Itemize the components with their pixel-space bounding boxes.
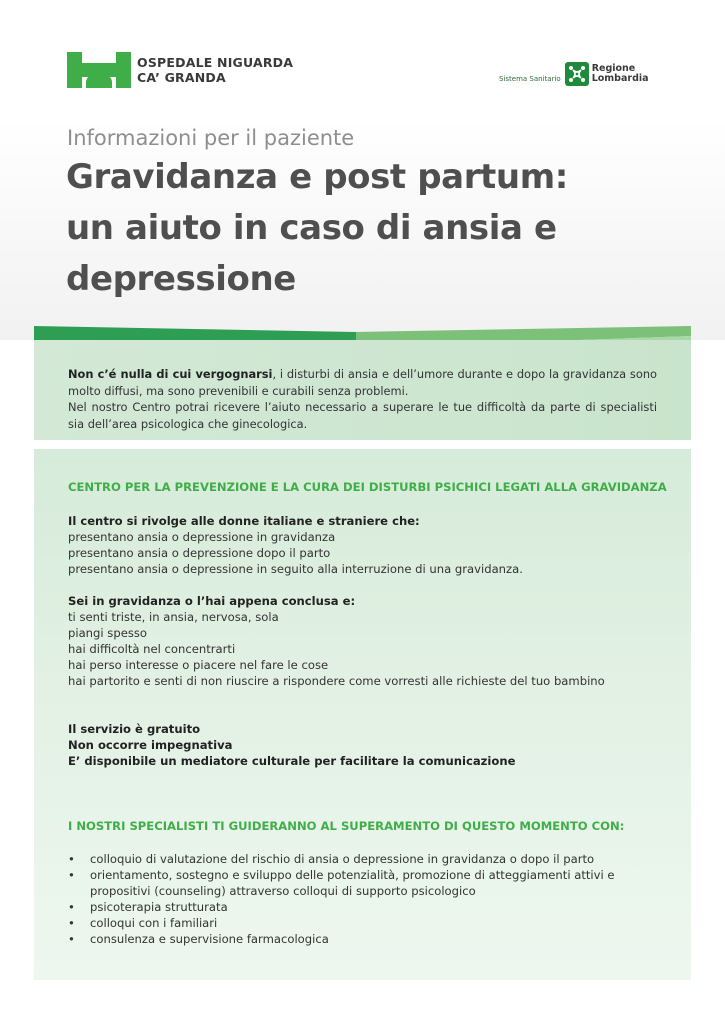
hospital-name-line2: CA’ GRANDA xyxy=(137,70,226,85)
symptom-item: hai difficoltà nel concentrarti xyxy=(68,642,236,656)
title-line-3: depressione xyxy=(66,259,296,299)
intro-text-2: Nel nostro Centro potrai ricevere l’aiuto necessario a superare le tue difficoltà da parte di specialisti sia dell’area psicologica che ginecologica. xyxy=(68,400,657,431)
list-item: • psicoterapia strutturata xyxy=(68,900,228,914)
region-name-line1: Regione xyxy=(591,63,636,74)
service-note: Il servizio è gratuito xyxy=(68,722,201,736)
bullet-icon: • xyxy=(68,916,75,930)
title-line-1: Gravidanza e post partum: xyxy=(66,157,568,197)
symptom-item: hai perso interesse o piacere nel fare le cose xyxy=(68,658,329,672)
service-note: Non occorre impegnativa xyxy=(68,738,233,752)
list-item: • consulenza e supervisione farmacologica xyxy=(68,932,329,946)
region-logo xyxy=(499,62,649,86)
service-note: E’ disponibile un mediatore culturale per facilitare la comunicazione xyxy=(68,754,516,768)
main-content-box xyxy=(34,449,691,980)
symptom-item: piangi spesso xyxy=(68,626,148,640)
bullet-icon: • xyxy=(68,900,75,914)
bullet-icon: • xyxy=(68,932,75,946)
symptom-item: ti senti triste, in ansia, nervosa, sola xyxy=(68,610,279,624)
specialists-list xyxy=(68,851,668,947)
rosa-camuna-icon xyxy=(565,62,589,86)
target-item: presentano ansia o depressione in gravidanza xyxy=(68,530,336,544)
symptom-item: hai partorito e senti di non riuscire a rispondere come vorresti alle richieste del tuo bambino xyxy=(68,674,605,688)
list-item: • orientamento, sostegno e sviluppo delle potenzialità, promozione di atteggiamenti attivi e propositivi (counseling) attraverso colloqui di supporto psicologico xyxy=(68,868,615,898)
intro-box xyxy=(34,340,691,440)
symptoms-lead: Sei in gravidanza o l’hai appena conclusa e: xyxy=(68,594,356,608)
niguarda-logo-icon xyxy=(67,52,131,88)
hospital-name-line1: OSPEDALE NIGUARDA xyxy=(137,55,294,70)
target-item: presentano ansia o depressione dopo il parto xyxy=(68,546,331,560)
title-line-2: un aiuto in caso di ansia e xyxy=(66,208,557,248)
page-kicker: Informazioni per il paziente xyxy=(67,126,355,150)
target-group-lead: Il centro si rivolge alle donne italiane e straniere che: xyxy=(68,514,420,528)
target-group xyxy=(68,513,668,577)
bullet-icon: • xyxy=(68,868,75,882)
intro-text xyxy=(68,366,657,432)
list-item: • colloqui con i familiari xyxy=(68,916,218,930)
intro-bold-lead: Non c’é nulla di cui vergognarsi xyxy=(68,367,273,381)
service-notes xyxy=(68,721,668,769)
hospital-logo xyxy=(67,52,293,88)
region-subtitle: Sistema Sanitario xyxy=(499,75,561,83)
list-item: • colloquio di valutazione del rischio di ansia o depressione in gravidanza o dopo il parto xyxy=(68,852,595,866)
symptoms-group xyxy=(68,593,668,689)
region-name-line2: Lombardia xyxy=(591,73,649,84)
bullet-icon: • xyxy=(68,852,75,866)
intro-text-1: , i disturbi di ansia e dell’umore durante e dopo la gravidanza sono molto diffusi, ma sono prevenibili e curabili senza problemi. xyxy=(68,367,658,398)
page-title xyxy=(66,152,686,305)
centre-heading: CENTRO PER LA PREVENZIONE E LA CURA DEI DISTURBI PSICHICI LEGATI ALLA GRAVIDANZA xyxy=(68,480,667,494)
specialists-heading: I NOSTRI SPECIALISTI TI GUIDERANNO AL SUPERAMENTO DI QUESTO MOMENTO CON: xyxy=(68,819,625,833)
target-item: presentano ansia o depressione in seguito alla interruzione di una gravidanza. xyxy=(68,562,523,576)
